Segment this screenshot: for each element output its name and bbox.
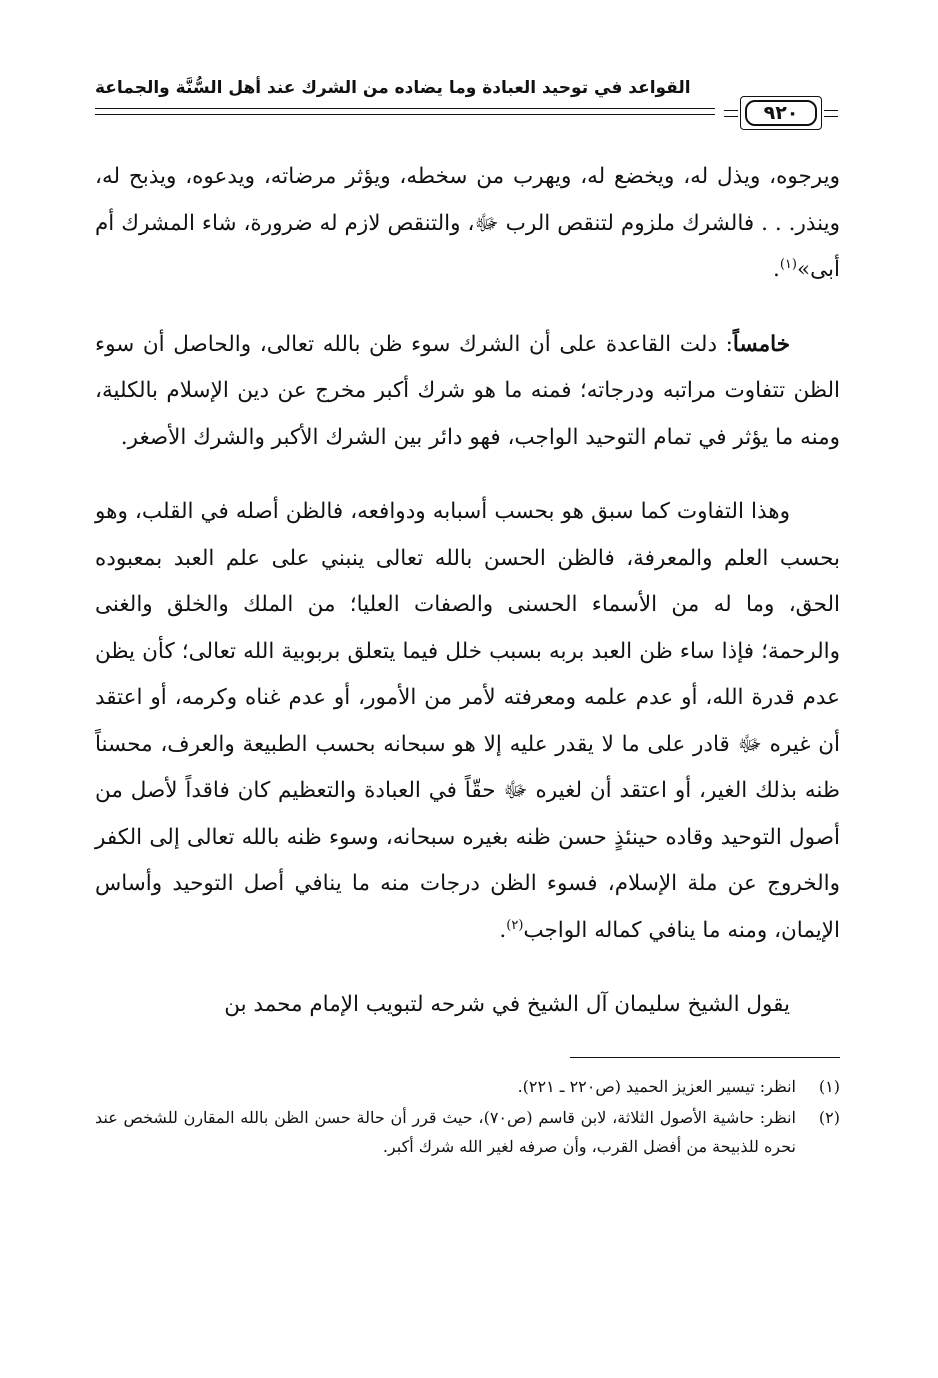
ornament-line	[824, 116, 838, 117]
footnote-text: انظر: حاشية الأصول الثلاثة، لابن قاسم (ص٧٠)، حيث قرر أن حالة حسن الظن بالله المقارن للشخص عند نحره للذبيحة من أفضل القرب، وأن صرفه لغير الله شرك أكبر.	[95, 1107, 796, 1156]
header-rule	[95, 114, 715, 115]
page-number: ٩٢٠	[745, 100, 817, 126]
page-number-ornament	[722, 96, 840, 130]
running-header	[95, 70, 840, 132]
paragraph-text: : دلت القاعدة على أن الشرك سوء ظن بالله تعالى، والحاصل أن سوء الظن تتفاوت مراتبه ودرجاته؛ فمنه ما هو شرك أكبر مخرج عن دين الإسلام بالكلية، ومنه ما يؤثر في تمام التوحيد الواجب، فهو دائر بين الشرك الأكبر والشرك الأصغر.	[95, 331, 840, 450]
book-page	[95, 70, 840, 1330]
paragraph	[95, 322, 840, 462]
footnote-ref[interactable]: (١)	[779, 256, 797, 272]
footnote-number: (١)	[818, 1076, 840, 1096]
paragraph	[95, 489, 840, 954]
running-title: القواعد في توحيد العبادة وما يضاده من الشرك عند أهل السُّنَّة والجماعة	[95, 78, 691, 98]
main-text	[95, 154, 840, 1029]
footnotes	[95, 1072, 840, 1161]
page-number-frame	[740, 96, 822, 130]
ornament-line	[824, 110, 838, 111]
paragraph-tail: .	[772, 257, 780, 282]
paragraph-tail: .	[499, 917, 507, 943]
header-rule	[95, 108, 715, 109]
paragraph	[95, 982, 840, 1029]
paragraph-text: وهذا التفاوت كما سبق هو بحسب أسبابه ودوافعه، فالظن أصله في القلب، وهو بحسب العلم والمعرفة، فالظن الحسن بالله تعالى ينبني على علم العبد بمعبوده الحق، وما له من الأسماء الحسنى والصفات العليا؛ من الملك والخلق والغنى والرحمة؛ فإذا ساء ظن العبد بربه بسبب خلل فيما يتعلق بربوبية الله تعالى؛ كأن يظن عدم قدرة الله، أو عدم علمه ومعرفته لأمر من الأمور، أو عدم غناه وكرمه، أو اعتقد أن غيره ﷻ قادر على ما لا يقدر عليه إلا هو سبحانه بحسب الطبيعة والعرف، محسناً ظنه بذلك الغير، أو اعتقد أن لغيره ﷻ حقّاً في العبادة والتعظيم كان فاقداً لأصل من أصول التوحيد وقاده حينئذٍ حسن ظنه بغيره سبحانه، وسوء ظنه بالله تعالى إلى الكفر والخروج عن ملة الإسلام، فسوء الظن درجات منه ما ينافي أصل التوحيد وأساس الإيمان، ومنه ما ينافي كماله الواجب	[95, 499, 840, 943]
footnote	[95, 1103, 840, 1161]
footnote-ref[interactable]: (٢)	[506, 917, 524, 933]
paragraph-lead: خامساً	[732, 331, 790, 357]
ornament-line	[724, 110, 738, 111]
footnote-separator	[570, 1057, 840, 1058]
ornament-line	[724, 116, 738, 117]
footnote-number: (٢)	[818, 1107, 840, 1127]
footnote-text: انظر: تيسير العزيز الحميد (ص٢٢٠ ـ ٢٢١).	[517, 1076, 796, 1096]
paragraph-text: يقول الشيخ سليمان آل الشيخ في شرحه لتبويب الإمام محمد بن	[224, 992, 790, 1017]
paragraph-text: ويرجوه، ويذل له، ويخضع له، ويهرب من سخطه، ويؤثر مرضاته، ويدعوه، ويذبح له، وينذر. . . فالشرك ملزوم لتنقص الرب ﷻ، والتنقص لازم له ضرورة، شاء المشرك أم أبى»	[95, 164, 840, 282]
paragraph	[95, 154, 840, 294]
footnote	[95, 1072, 840, 1101]
